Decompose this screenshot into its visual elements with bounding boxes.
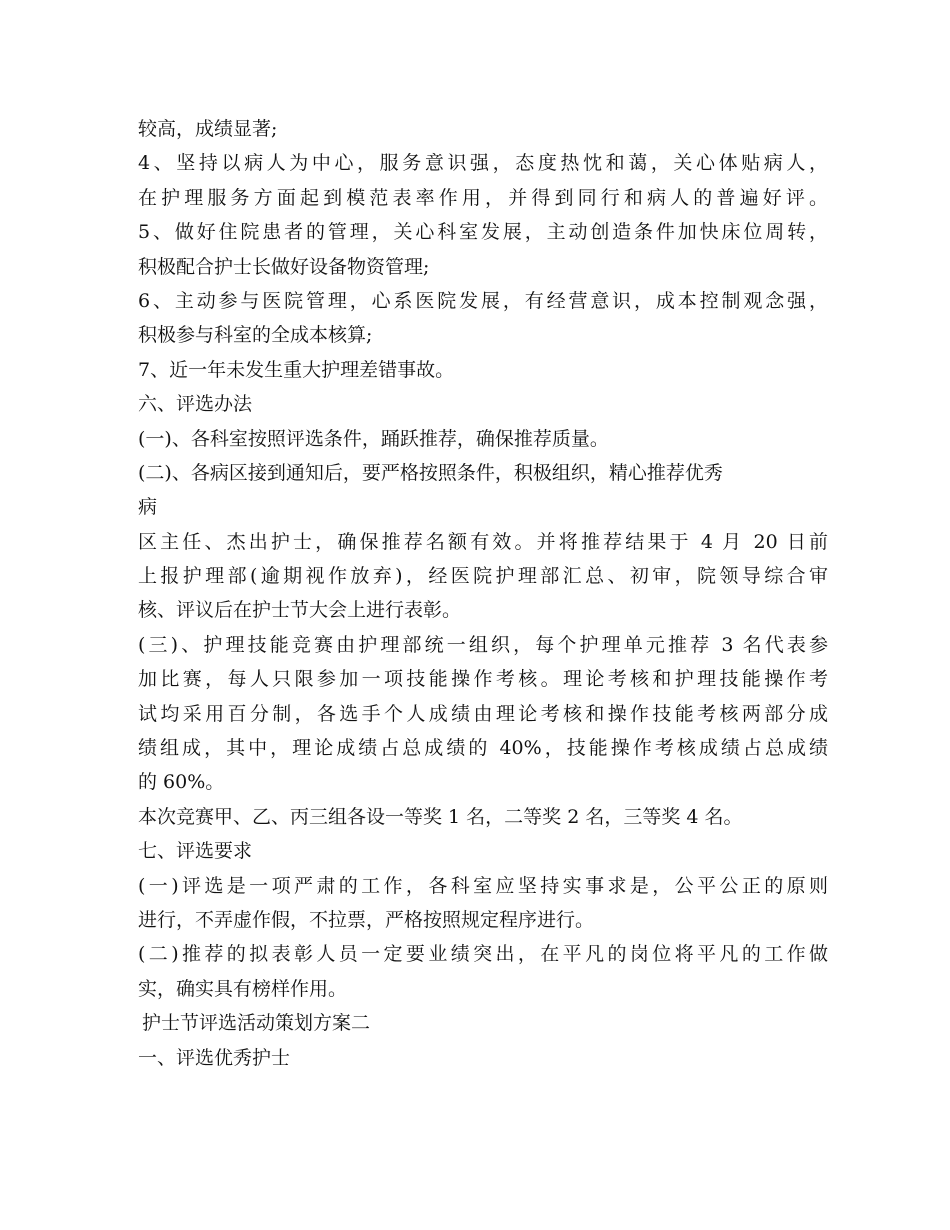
text-line: 7、近一年未发生重大护理差错事故。 bbox=[138, 358, 455, 381]
text-line: 进行，不弄虚作假，不拉票，严格按照规定程序进行。 bbox=[138, 908, 595, 931]
text-line: 区主任、杰出护士，确保推荐名额有效。并将推荐结果于 4 月 20 日前 bbox=[138, 530, 828, 553]
text-line: 实，确实具有榜样作用。 bbox=[138, 977, 348, 1000]
text-line: 较高，成绩显著; bbox=[138, 118, 278, 140]
text-line: 绩组成，其中，理论成绩占总成绩的 40%，技能操作考核成绩占总成绩 bbox=[138, 737, 828, 760]
text-line: (三)、护理技能竞赛由护理部统一组织，每个护理单元推荐 3 名代表参 bbox=[138, 633, 828, 656]
document-body bbox=[138, 112, 828, 1075]
text-line: 积极配合护士长做好设备物资管理; bbox=[138, 255, 430, 278]
text-line: 上报护理部(逾期视作放弃)，经医院护理部汇总、初审，院领导综合审 bbox=[138, 565, 828, 588]
section-heading: 七、评选要求 bbox=[138, 840, 253, 863]
text-line: 6、主动参与医院管理，心系医院发展，有经营意识，成本控制观念强， bbox=[138, 289, 828, 312]
text-line: 积极参与科室的全成本核算; bbox=[138, 324, 373, 347]
text-line: 5、做好住院患者的管理，关心科室发展，主动创造条件加快床位周转， bbox=[138, 221, 828, 244]
section-heading: 一、评选优秀护士 bbox=[138, 1046, 291, 1069]
text-line: 核、评议后在护士节大会上进行表彰。 bbox=[138, 599, 462, 622]
text-line: 在护理服务方面起到模范表率作用，并得到同行和病人的普遍好评。 bbox=[138, 186, 828, 209]
section-heading: 六、评选办法 bbox=[138, 393, 253, 416]
document-subtitle: 护士节评选活动策划方案二 bbox=[142, 1012, 371, 1035]
text-line: 本次竞赛甲、乙、丙三组各设一等奖 1 名，二等奖 2 名，三等奖 4 名。 bbox=[138, 805, 743, 828]
text-line: (一)、各科室按照评选条件，踊跃推荐，确保推荐质量。 bbox=[138, 427, 609, 450]
text-line: (一)评选是一项严肃的工作，各科室应坚持实事求是，公平公正的原则 bbox=[138, 874, 828, 897]
text-line: (二)、各病区接到通知后，要严格按照条件，积极组织，精心推荐优秀 bbox=[138, 461, 723, 484]
text-line: 加比赛，每人只限参加一项技能操作考核。理论考核和护理技能操作考 bbox=[138, 668, 828, 691]
text-line: (二)推荐的拟表彰人员一定要业绩突出，在平凡的岗位将平凡的工作做 bbox=[138, 943, 828, 966]
text-line: 试均采用百分制，各选手个人成绩由理论考核和操作技能考核两部分成 bbox=[138, 702, 828, 725]
text-line: 的 60%。 bbox=[138, 771, 225, 794]
text-line: 4、坚持以病人为中心，服务意识强，态度热忱和蔼，关心体贴病人， bbox=[138, 152, 828, 175]
text-line: 病 bbox=[138, 496, 158, 519]
